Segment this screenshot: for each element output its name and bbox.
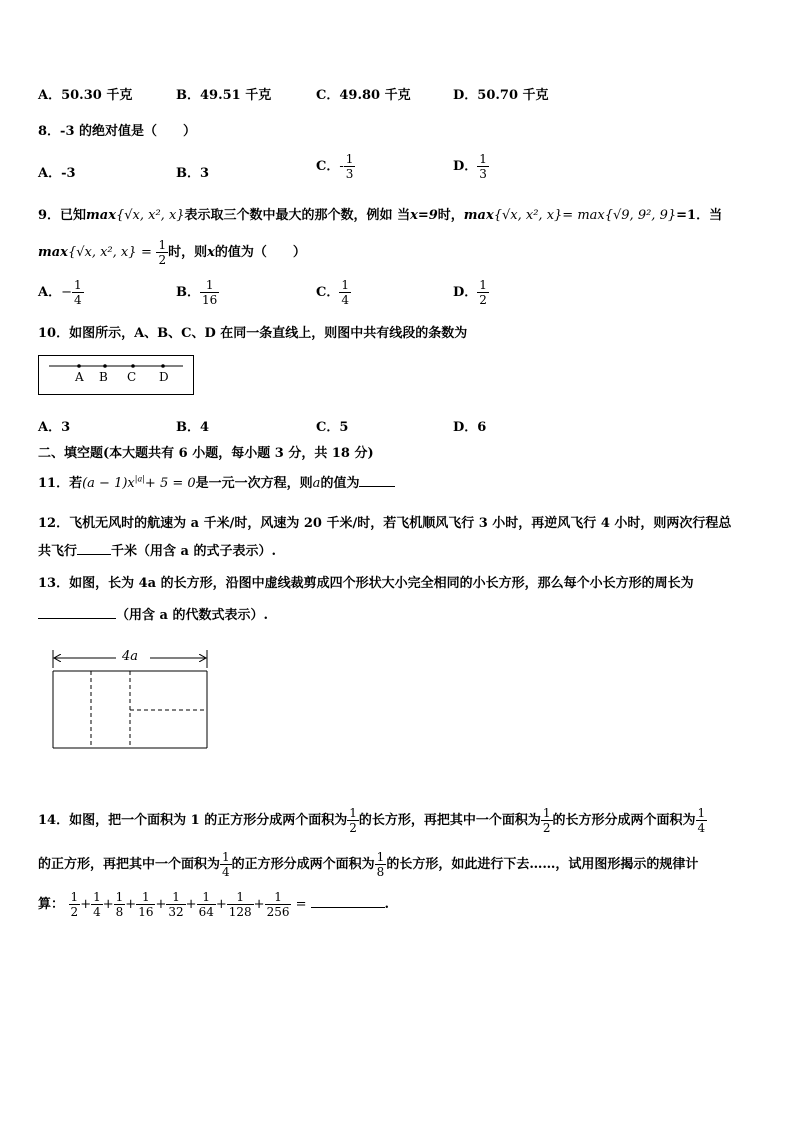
- q10-option-a: A．3: [38, 420, 71, 435]
- q9-line2: max{√x, x², x} = $\frac{1}{2}$ 时，则x的值为（ ）: [38, 238, 306, 267]
- q10-option-c: C．5: [316, 420, 349, 435]
- q12-line2: 共飞行 千米（用含 a 的式子表示）.: [38, 544, 277, 559]
- point-d-label: D: [159, 370, 169, 384]
- q8-option-b: B．3: [176, 166, 210, 181]
- q14-line1: 14．如图，把一个面积为 1 的正方形分成两个面积为 $\frac{1}{2}$ 的长方形，再把其中一个面积为 $\frac{1}{2}$ 的长方形分成两个面积为 $\frac{1}{4}$: [38, 806, 706, 835]
- q9-option-d: D． $\frac{1}{2}$: [453, 278, 487, 307]
- point-b-label: B: [99, 370, 108, 384]
- q13-line2: （用含 a 的代数式表示）.: [38, 604, 268, 623]
- q8-option-a: A．-3: [38, 166, 76, 181]
- q7-option-c: C．49.80 千克: [316, 88, 411, 103]
- q10-stem: 10．如图所示，A、B、C、D 在同一条直线上，则图中共有线段的条数为: [38, 326, 468, 341]
- q8-stem: 8．-3 的绝对值是（ ）: [38, 124, 197, 139]
- q14-line3: 算： $\frac{1}{2}$ + $\frac{1}{4}$ + $\frac{1}{8}$ + $\frac{1}{16}$ + $\frac{1}{32}$ + $\frac{1}{64}$ + $\frac{1}{128}$ + $\frac{1}{256}$ = .: [38, 890, 390, 919]
- q7-option-d: D．50.70 千克: [453, 88, 549, 103]
- q9-option-c: C． $\frac{1}{4}$: [316, 278, 349, 307]
- q11-stem: 11．若$(a - 1)x^{|a|}+ 5 = 0$是一元一次方程，则a的值为: [38, 472, 395, 491]
- point-a-label: A: [75, 370, 84, 384]
- q8-option-d: D． $\frac{1}{3}$: [453, 152, 487, 181]
- q14-line2: 的正方形，再把其中一个面积为 $\frac{1}{4}$ 的正方形分成两个面积为 $\frac{1}{8}$ 的长方形，如此进行下去……，试用图形揭示的规律计: [38, 850, 699, 879]
- q9-line1: 9．已知max{√x, x², x}表示取三个数中最大的那个数，例如 当x=9时，max{√x, x², x}= max{√9, 9², 9}=1．当: [38, 208, 723, 223]
- q10-figure: [38, 355, 194, 395]
- q9-option-b: B． $\frac{1}{16}$: [176, 278, 218, 307]
- q13-figure: [50, 646, 210, 752]
- q7-option-a: A．50.30 千克: [38, 88, 133, 103]
- q7-option-b: B．49.51 千克: [176, 88, 272, 103]
- q9-option-a: A．− $\frac{1}{4}$: [38, 278, 82, 307]
- length-label: 4a: [122, 649, 139, 664]
- q8-option-c: C．- $\frac{1}{3}$: [316, 152, 354, 181]
- q12-line1: 12．飞机无风时的航速为 a 千米/时，风速为 20 千米/时，若飞机顺风飞行 3 小时，再逆风飞行 4 小时，则两次行程总: [38, 516, 732, 531]
- q10-option-d: D．6: [453, 420, 487, 435]
- q10-option-b: B．4: [176, 420, 210, 435]
- line-segment-diagram: [39, 356, 193, 394]
- q13-line1: 13．如图，长为 4a 的长方形，沿图中虚线裁剪成四个形状大小完全相同的小长方形，那么每个小长方形的周长为: [38, 576, 694, 591]
- point-c-label: C: [127, 370, 137, 384]
- section-heading: 二、填空题(本大题共有 6 小题，每小题 3 分，共 18 分): [38, 446, 374, 461]
